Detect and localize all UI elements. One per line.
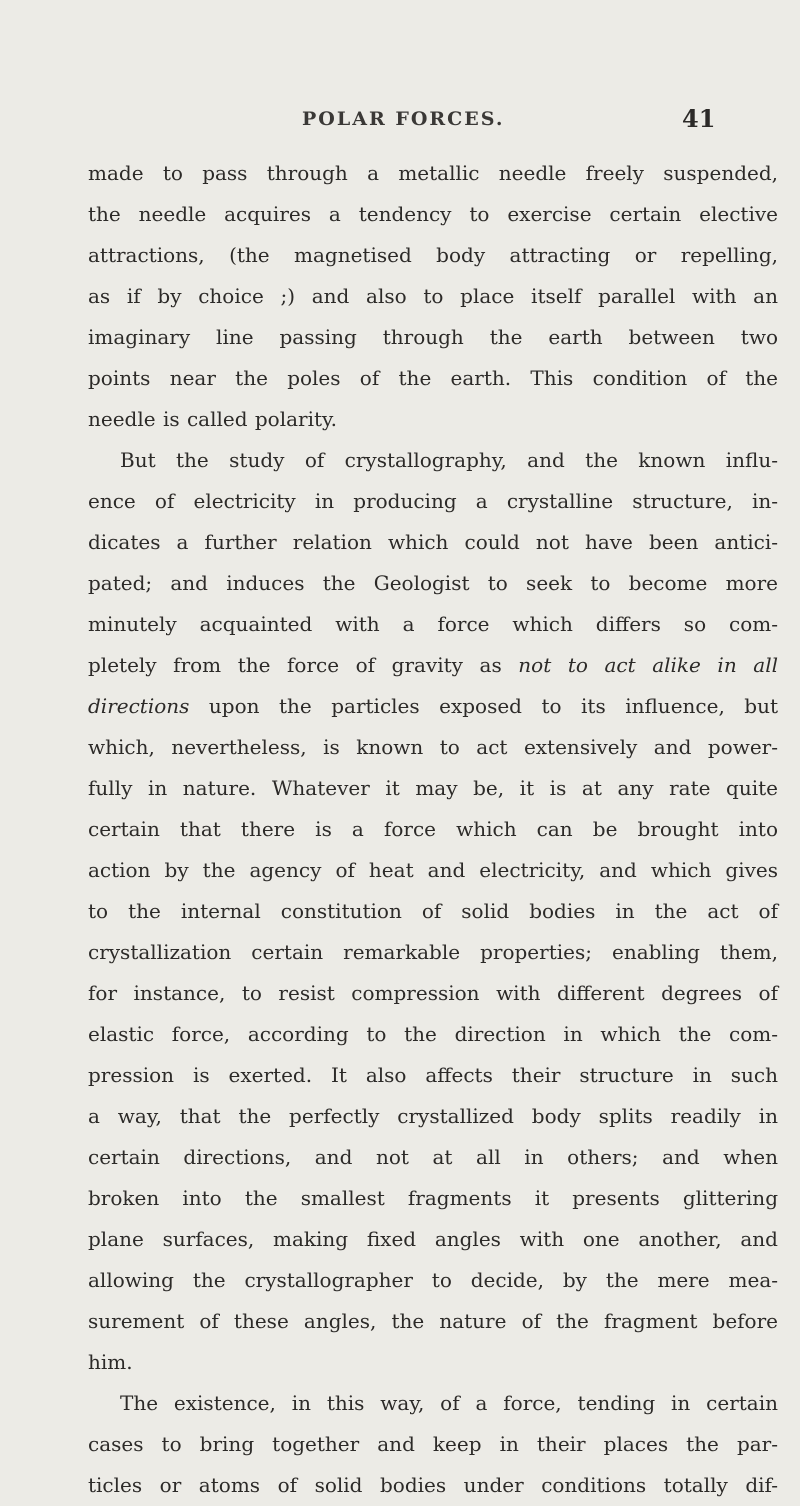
text-line: needle is called polarity. (88, 407, 338, 431)
text-line: him. (88, 1350, 133, 1374)
text-line: crystallization certain remarkable properties; enabling them, (88, 940, 778, 964)
text-line: the needle acquires a tendency to exercise certain elective (88, 202, 778, 226)
text-line: imaginary line passing through the earth between two (88, 325, 778, 349)
text-line: allowing the crystallographer to decide, by the mere mea- (88, 1268, 778, 1292)
text-line: action by the agency of heat and electricity, and which gives (88, 858, 778, 882)
text-line: plane surfaces, making fixed angles with one another, and (88, 1227, 778, 1251)
text-line: surement of these angles, the nature of the fragment before (88, 1309, 778, 1333)
text-line: But the study of crystallography, and the known influ- (120, 448, 778, 472)
text-line: elastic force, according to the direction in which the com- (88, 1022, 778, 1046)
italic-phrase: not to act alike in all (518, 653, 778, 677)
text-line: fully in nature. Whatever it may be, it is at any rate quite (88, 776, 778, 800)
text-line: cases to bring together and keep in their places the par- (88, 1432, 778, 1456)
text-line: which, nevertheless, is known to act extensively and power- (88, 735, 778, 759)
text-line: dicates a further relation which could not have been antici- (88, 530, 778, 554)
text-segment: upon the particles exposed to its influence, but (208, 694, 778, 718)
text-segment: pletely from the force of gravity as (88, 653, 502, 677)
text-line (88, 686, 778, 727)
text-line: for instance, to resist compression with different degrees of (88, 981, 778, 1005)
text-line: to the internal constitution of solid bodies in the act of (88, 899, 778, 923)
body-text (88, 153, 778, 1506)
text-line (88, 645, 778, 686)
text-line: minutely acquainted with a force which differs so com- (88, 612, 778, 636)
text-line: attractions, (the magnetised body attracting or repelling, (88, 243, 778, 267)
text-line: points near the poles of the earth. This condition of the (88, 366, 778, 390)
text-line: a way, that the perfectly crystallized body splits readily in (88, 1104, 778, 1128)
text-line: ence of electricity in producing a crystalline structure, in- (88, 489, 778, 513)
text-line: pated; and induces the Geologist to seek to become more (88, 571, 778, 595)
text-line: certain that there is a force which can be brought into (88, 817, 778, 841)
text-line: as if by choice ;) and also to place itself parallel with an (88, 284, 778, 308)
text-line: certain directions, and not at all in others; and when (88, 1145, 778, 1169)
text-line: ticles or atoms of solid bodies under conditions totally dif- (88, 1473, 778, 1497)
text-line: broken into the smallest fragments it presents glittering (88, 1186, 778, 1210)
running-head (0, 104, 800, 138)
page-number: 41 (682, 104, 716, 133)
text-line: made to pass through a metallic needle freely suspended, (88, 161, 778, 185)
text-line: pression is exerted. It also affects their structure in such (88, 1063, 778, 1087)
text-line: The existence, in this way, of a force, tending in certain (120, 1391, 778, 1415)
italic-phrase: directions (88, 694, 190, 718)
running-title: POLAR FORCES. (302, 108, 505, 130)
